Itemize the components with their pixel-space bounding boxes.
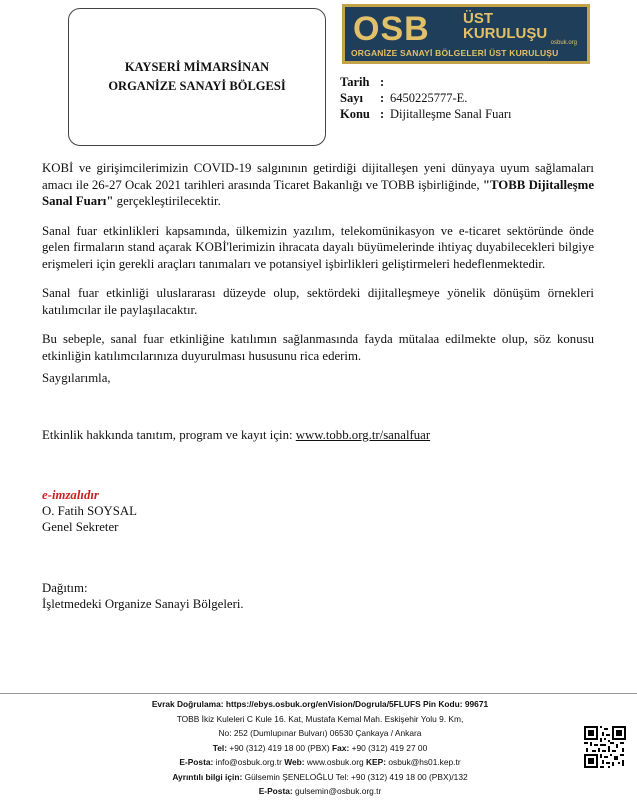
tarih-label: Tarih [340, 75, 370, 89]
recipient-box [68, 8, 326, 146]
footer-web-value: www.osbuk.org [304, 757, 366, 767]
osb-logo [342, 4, 590, 64]
event-link[interactable]: www.tobb.org.tr/sanalfuar [295, 428, 431, 442]
signature-block [42, 487, 137, 535]
paragraph-3: Sanal fuar etkinliği uluslararası düzeyde olup, sektördeki dijitalleşmeye yönelik dönüşüm örnekleri katılımcılar ile paylaşılacaktır. [42, 286, 594, 317]
signer-title: Genel Sekreter [42, 520, 119, 534]
signer-name: O. Fatih SOYSAL [42, 504, 137, 518]
letter-body [42, 160, 594, 377]
qr-code-icon [584, 726, 626, 768]
sayi-value: 6450225777-E. [390, 91, 468, 105]
paragraph-1-end: gerçekleştirilecektir. [113, 194, 221, 208]
footer-address-2: No: 252 (Dumlupınar Bulvarı) 06530 Çankaya / Ankara [218, 728, 422, 738]
footer-info-value: Gülsemin ŞENELOĞLU Tel: +90 (312) 419 18 00 (PBX)/132 [242, 771, 468, 782]
footer-kep-label: KEP: [366, 757, 387, 767]
logo-main-text: OSB [353, 10, 430, 48]
footer-contact-email-row [90, 784, 550, 799]
konu-value: Dijitalleşme Sanal Fuarı [390, 107, 512, 121]
footer-divider [0, 693, 637, 694]
event-name-bold: "TOBB Dijitalleşme Sanal Fuarı" [42, 177, 594, 208]
sayi-label: Sayı [340, 91, 363, 105]
logo-tagline: ORGANİZE SANAYİ BÖLGELERİ ÜST KURULUŞU [351, 48, 559, 58]
paragraph-2: Sanal fuar etkinlikleri kapsamında, ülkemizin yazılım, telekomünikasyon ve e-ticaret sektöründe önde gelen firmaların stand açarak KOBİ'lerimizin ihracata dayalı büyümelerinde ihtiyaç duyabilecekleri bilgiye erişmeleri için gerekli araçları tanımaları ve potansiyel işbirlikleri geliştirmeleri hedeflenmektedir. [42, 223, 594, 271]
paragraph-1-start: KOBİ ve girişimcilerimizin COVID-19 salgınının getirdiği dijitalleşen yeni dünyaya uyum sağlamaları amacı ile 26-27 Ocak 2021 tarihleri arasında Ticaret Bakanlığı ve TOBB işbirliğinde, [42, 161, 594, 192]
meta-row-sayi [340, 90, 512, 106]
greeting: Saygılarımla, [42, 371, 111, 385]
footer-fax-label: Fax: [332, 742, 350, 753]
footer-eposta-label: E-Posta: [179, 757, 214, 767]
tarih-separator: : [380, 75, 385, 89]
meta-row-konu [340, 106, 512, 122]
paragraph-4: Bu sebeple, sanal fuar etkinliğine katılımın sağlanmasında fayda mütalaa edilmekte olup, söz konusu etkinliğin katılımcılarınıza duyurulması hususunu rica ederim. [42, 332, 594, 363]
konu-separator: : [380, 107, 385, 121]
footer-info-label: Ayrıntılı bilgi için: [172, 771, 243, 782]
distribution-label: Dağıtım: [42, 581, 88, 595]
logo-kurulusu-text: KURULUŞU [463, 25, 548, 42]
event-label: Etkinlik hakkında tanıtım, program ve kayıt için: [42, 428, 296, 442]
distribution-block [42, 580, 244, 612]
document-meta [340, 74, 512, 122]
konu-label: Konu [340, 107, 370, 121]
logo-ust-text: ÜST [463, 10, 493, 27]
logo-web-text: osbuk.org [550, 40, 577, 46]
recipient-line1: KAYSERİ MİMARSİNAN [124, 60, 270, 74]
event-info [42, 428, 430, 443]
meta-row-tarih [340, 74, 512, 90]
paragraph-1 [42, 160, 594, 210]
footer-phone-row [90, 741, 550, 756]
footer-tel-label: Tel: [212, 742, 228, 753]
footer-fax-value: +90 (312) 419 27 00 [349, 742, 428, 753]
footer-eposta-value: info@osbuk.org.tr [213, 757, 285, 767]
footer-kep-value: osbuk@hs01.kep.tr [386, 757, 461, 767]
footer-info-row [90, 770, 550, 785]
footer-tel-value: +90 (312) 419 18 00 (PBX) [227, 742, 333, 753]
footer-verification: Evrak Doğrulama: https://ebys.osbuk.org/enVision/Dogrula/5FLUFS Pin Kodu: 99671 [151, 699, 489, 709]
footer-web-label: Web: [284, 757, 305, 767]
e-signed-label: e-imzalıdır [42, 488, 99, 502]
sayi-separator: : [380, 91, 385, 105]
footer [90, 697, 550, 799]
recipient-line2: ORGANİZE SANAYİ BÖLGESİ [108, 79, 286, 93]
footer-address-1: TOBB İkiz Kuleleri C Kule 16. Kat, Mustafa Kemal Mah. Eskişehir Yolu 9. Km, [176, 713, 464, 724]
footer-contact-row [90, 755, 550, 770]
distribution-value: İşletmedeki Organize Sanayi Bölgeleri. [42, 597, 244, 611]
footer-contact-value: gulsemin@osbuk.org.tr [292, 786, 382, 796]
footer-contact-label: E-Posta: [258, 786, 293, 796]
